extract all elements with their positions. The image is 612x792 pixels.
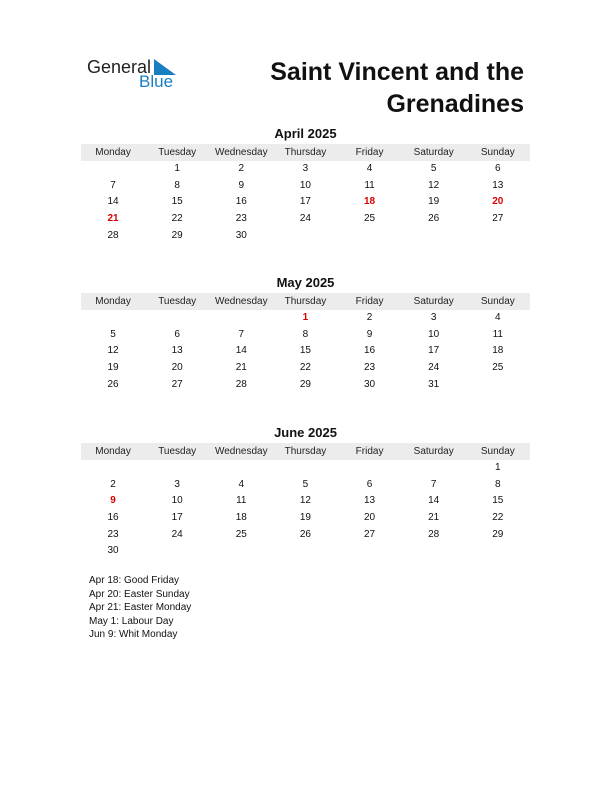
weekday-header: Monday bbox=[95, 296, 131, 307]
week-row bbox=[81, 228, 530, 245]
weekday-header: Wednesday bbox=[214, 296, 268, 307]
weekday-header: Tuesday bbox=[158, 296, 197, 307]
week-row bbox=[81, 343, 530, 360]
week-row bbox=[81, 327, 530, 344]
day-cell: 8 bbox=[174, 179, 180, 191]
day-cell: 2 bbox=[366, 312, 373, 323]
day-cell: 21 bbox=[428, 512, 440, 524]
day-cell: 31 bbox=[428, 378, 440, 390]
week-row bbox=[81, 543, 530, 560]
day-cell: 10 bbox=[428, 328, 440, 340]
day-cell: 25 bbox=[364, 213, 376, 225]
day-cell: 14 bbox=[428, 495, 440, 507]
day-cell: 26 bbox=[428, 213, 440, 225]
day-cell: 6 bbox=[495, 163, 501, 174]
day-cell: 3 bbox=[430, 312, 437, 323]
week-row bbox=[81, 360, 530, 377]
day-cell bbox=[338, 228, 402, 245]
day-cell bbox=[402, 228, 466, 245]
holiday-day-cell: 1 bbox=[302, 312, 309, 323]
day-cell bbox=[145, 310, 209, 327]
day-cell: 9 bbox=[238, 179, 245, 191]
day-cell: 11 bbox=[236, 495, 247, 507]
day-cell: 3 bbox=[302, 163, 309, 174]
day-cell: 22 bbox=[492, 512, 504, 524]
day-cell: 4 bbox=[238, 478, 245, 490]
day-cell: 2 bbox=[110, 478, 116, 490]
day-cell: 16 bbox=[235, 196, 247, 208]
weekday-header: Sunday bbox=[480, 147, 515, 158]
week-row bbox=[81, 477, 530, 494]
logo-text-blue: Blue bbox=[139, 72, 174, 91]
day-cell bbox=[273, 460, 337, 477]
holiday-note: Apr 21: Easter Monday bbox=[89, 602, 192, 614]
day-cell: 6 bbox=[366, 478, 373, 490]
day-cell: 26 bbox=[299, 528, 311, 540]
month-may bbox=[81, 275, 530, 393]
day-cell: 10 bbox=[171, 495, 183, 507]
weekday-header: Wednesday bbox=[214, 147, 268, 158]
day-cell: 28 bbox=[107, 229, 119, 241]
day-cell: 25 bbox=[492, 362, 504, 374]
month-june bbox=[81, 425, 530, 560]
day-cell: 8 bbox=[302, 328, 309, 340]
day-cell: 30 bbox=[235, 229, 247, 241]
week-row bbox=[81, 161, 530, 178]
page-title-line2: Grenadines bbox=[386, 90, 524, 118]
day-cell: 14 bbox=[107, 196, 119, 208]
day-cell: 5 bbox=[430, 163, 437, 174]
weekday-header: Wednesday bbox=[214, 446, 268, 457]
day-cell: 19 bbox=[428, 196, 440, 208]
day-cell: 15 bbox=[299, 345, 311, 357]
day-cell: 3 bbox=[174, 478, 180, 490]
day-cell bbox=[273, 228, 337, 245]
day-cell: 13 bbox=[171, 345, 183, 357]
weekday-header-row bbox=[81, 144, 530, 161]
day-cell: 15 bbox=[492, 495, 504, 507]
day-cell: 16 bbox=[107, 512, 119, 524]
week-row bbox=[81, 377, 530, 394]
day-cell: 10 bbox=[299, 179, 311, 191]
weekday-header: Tuesday bbox=[158, 147, 197, 158]
day-cell: 24 bbox=[299, 213, 311, 225]
day-cell: 5 bbox=[302, 478, 309, 490]
month-title: May 2025 bbox=[276, 275, 335, 290]
week-row bbox=[81, 510, 530, 527]
day-cell: 26 bbox=[107, 378, 119, 390]
weekday-header: Friday bbox=[355, 446, 384, 457]
day-cell bbox=[466, 228, 530, 245]
weekday-header: Saturday bbox=[413, 147, 454, 158]
day-cell: 2 bbox=[238, 163, 245, 174]
day-cell: 28 bbox=[235, 378, 247, 390]
day-cell bbox=[145, 543, 209, 560]
day-cell bbox=[81, 460, 145, 477]
month-title: April 2025 bbox=[274, 126, 337, 141]
day-cell: 7 bbox=[110, 179, 116, 191]
weekday-header: Sunday bbox=[480, 296, 515, 307]
day-cell bbox=[466, 543, 530, 560]
day-cell bbox=[209, 460, 273, 477]
day-cell: 12 bbox=[107, 345, 119, 357]
day-cell: 1 bbox=[495, 462, 501, 473]
day-cell: 7 bbox=[238, 328, 245, 340]
logo-text-general: General bbox=[87, 57, 152, 77]
day-cell: 22 bbox=[299, 362, 311, 374]
week-row bbox=[81, 310, 530, 327]
day-cell: 8 bbox=[495, 478, 501, 490]
day-cell bbox=[338, 543, 402, 560]
week-row bbox=[81, 460, 530, 477]
day-cell: 19 bbox=[107, 362, 119, 374]
day-cell: 4 bbox=[495, 312, 501, 323]
generalblue-logo bbox=[87, 56, 187, 92]
day-cell: 27 bbox=[171, 378, 183, 390]
holiday-note: Apr 20: Easter Sunday bbox=[89, 588, 190, 600]
day-cell: 9 bbox=[366, 328, 373, 340]
week-row bbox=[81, 527, 530, 544]
weekday-header: Saturday bbox=[413, 296, 454, 307]
day-cell: 18 bbox=[492, 345, 504, 357]
day-cell: 25 bbox=[235, 528, 247, 540]
day-cell: 24 bbox=[428, 362, 440, 374]
week-row bbox=[81, 194, 530, 211]
day-cell: 29 bbox=[171, 229, 183, 241]
day-cell: 17 bbox=[171, 512, 183, 524]
day-cell: 18 bbox=[235, 512, 247, 524]
day-cell: 28 bbox=[428, 528, 440, 540]
weekday-header: Monday bbox=[95, 446, 131, 457]
week-row bbox=[81, 178, 530, 195]
day-cell: 13 bbox=[364, 495, 376, 507]
day-cell: 7 bbox=[430, 478, 437, 490]
day-cell bbox=[81, 161, 145, 178]
day-cell bbox=[338, 460, 402, 477]
holiday-day-cell: 18 bbox=[364, 196, 376, 208]
day-cell: 17 bbox=[428, 345, 440, 357]
day-cell bbox=[273, 543, 337, 560]
weekday-header: Friday bbox=[355, 296, 384, 307]
week-row bbox=[81, 211, 530, 228]
day-cell bbox=[466, 377, 530, 394]
day-cell bbox=[209, 310, 273, 327]
weekday-header-row bbox=[81, 443, 530, 460]
day-cell bbox=[209, 543, 273, 560]
holiday-note: Jun 9: Whit Monday bbox=[89, 629, 178, 641]
day-cell: 17 bbox=[299, 196, 311, 208]
day-cell: 29 bbox=[492, 528, 504, 540]
page-title-line1: Saint Vincent and the bbox=[270, 58, 524, 86]
day-cell: 23 bbox=[364, 362, 376, 374]
holiday-note: Apr 18: Good Friday bbox=[89, 575, 180, 586]
day-cell bbox=[402, 543, 466, 560]
day-cell: 15 bbox=[171, 196, 183, 208]
day-cell: 14 bbox=[235, 345, 247, 357]
day-cell: 27 bbox=[364, 528, 376, 540]
weekday-header: Thursday bbox=[284, 446, 327, 457]
holiday-day-cell: 20 bbox=[492, 196, 504, 208]
day-cell bbox=[81, 310, 145, 327]
day-cell: 23 bbox=[235, 213, 247, 225]
day-cell: 21 bbox=[235, 362, 247, 374]
day-cell: 24 bbox=[171, 528, 183, 540]
month-title: June 2025 bbox=[274, 425, 337, 440]
weekday-header: Sunday bbox=[480, 446, 515, 457]
day-cell: 23 bbox=[107, 528, 119, 540]
day-cell: 11 bbox=[492, 328, 503, 340]
day-cell: 12 bbox=[299, 495, 311, 507]
month-april bbox=[81, 126, 530, 244]
day-cell bbox=[145, 460, 209, 477]
day-cell: 30 bbox=[107, 545, 119, 557]
day-cell: 16 bbox=[364, 345, 376, 357]
day-cell: 30 bbox=[364, 378, 376, 390]
weekday-header: Thursday bbox=[284, 147, 327, 158]
day-cell: 19 bbox=[299, 512, 311, 524]
day-cell: 11 bbox=[364, 179, 375, 191]
holiday-notes bbox=[89, 574, 191, 642]
day-cell: 4 bbox=[366, 163, 373, 174]
day-cell: 20 bbox=[171, 362, 183, 374]
weekday-header: Monday bbox=[95, 147, 131, 158]
day-cell: 13 bbox=[492, 179, 504, 191]
day-cell bbox=[402, 460, 466, 477]
day-cell: 20 bbox=[364, 512, 376, 524]
day-cell: 22 bbox=[171, 213, 183, 225]
weekday-header-row bbox=[81, 293, 530, 310]
day-cell: 12 bbox=[428, 179, 440, 191]
holiday-note: May 1: Labour Day bbox=[89, 615, 174, 627]
day-cell: 29 bbox=[299, 378, 311, 390]
day-cell: 1 bbox=[174, 163, 180, 174]
holiday-day-cell: 21 bbox=[107, 213, 119, 225]
weekday-header: Thursday bbox=[284, 296, 327, 307]
day-cell: 5 bbox=[110, 328, 116, 340]
weekday-header: Tuesday bbox=[158, 446, 197, 457]
week-row bbox=[81, 493, 530, 510]
weekday-header: Saturday bbox=[413, 446, 454, 457]
day-cell: 6 bbox=[174, 328, 180, 340]
weekday-header: Friday bbox=[355, 147, 384, 158]
day-cell: 27 bbox=[492, 213, 504, 225]
holiday-day-cell: 9 bbox=[110, 495, 116, 507]
page-title bbox=[270, 56, 524, 120]
